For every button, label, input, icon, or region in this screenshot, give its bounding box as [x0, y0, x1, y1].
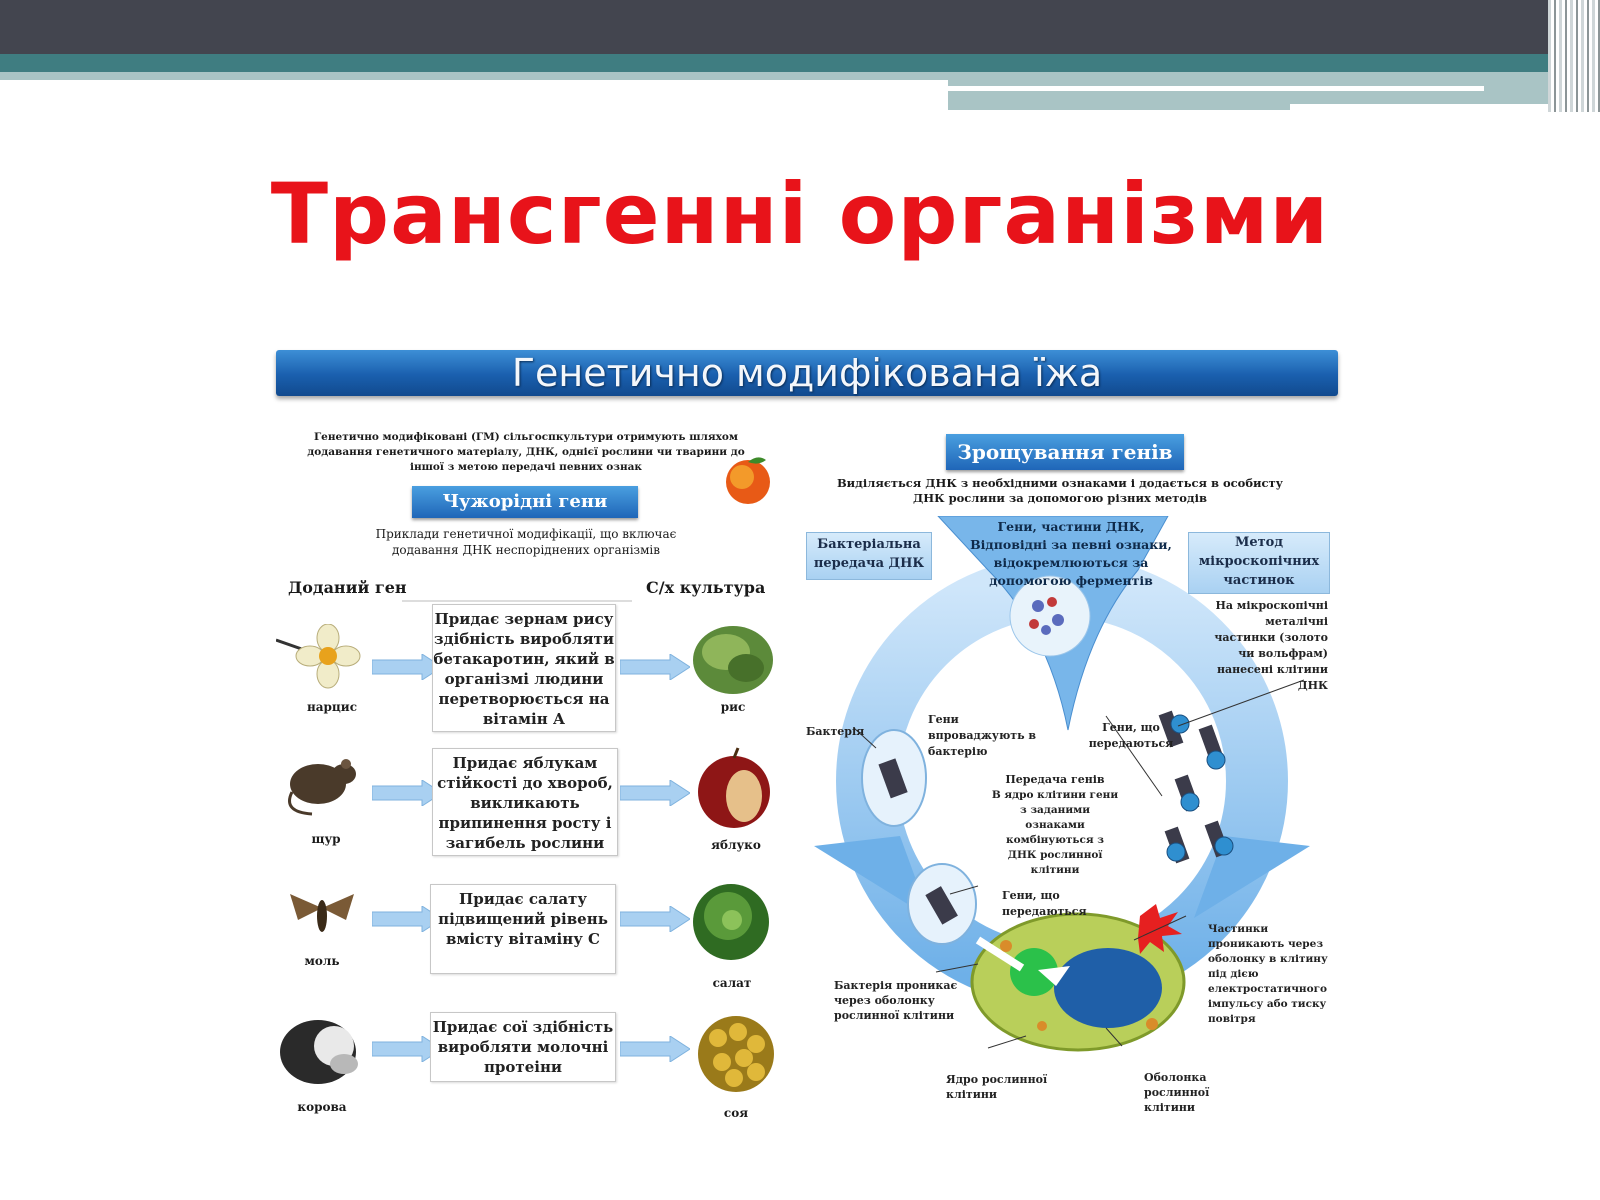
funnel-text: Гени, частини ДНК, Відповідні за певні ознаки, відокремлюються за допомогою ферментів [970, 519, 1172, 588]
gene-splicing-label: Зрощування генів [946, 434, 1184, 470]
shell-label: Оболонка рослинної клітини [1144, 1071, 1210, 1114]
foreign-genes-label: Чужорідні гени [412, 486, 638, 518]
crop-label: салат [712, 976, 752, 990]
col-crop: С/х культура [646, 578, 766, 597]
arrow-right-icon [620, 654, 690, 680]
crop-label: соя [723, 1106, 749, 1120]
arrow-right-icon [620, 1036, 690, 1062]
microparticle-note: На мікроскопічні металічні частинки (золото чи вольфрам) нанесені клітини ДНК [1214, 599, 1328, 692]
moth-icon [286, 888, 358, 944]
gene-transfer-center-text: В ядро клітини гени з заданими ознаками комбінуються з ДНК рослинної клітини [991, 789, 1119, 876]
particles-penetrate-label: Частинки проникають через оболонку в клітину під дією електростатичного імпульсу або тиску повітря [1208, 923, 1328, 1025]
rice-icon [690, 616, 776, 696]
arrow-right-icon [620, 780, 690, 806]
cow-icon [276, 1012, 368, 1092]
gene-transfer-center-title: Передача генів [1005, 773, 1105, 786]
source-label: корова [297, 1100, 347, 1114]
rat-icon [282, 752, 362, 818]
gene-description: Придає зернам рису здібність виробляти бетакаротин, який в організмі людини перетворюється на вітамін А [432, 604, 616, 732]
source-label: щур [311, 832, 341, 846]
arrow-right-icon [620, 906, 690, 932]
intro-text: Генетично модифіковані (ГМ) сільгоспкультури отримують шляхом додавання генетичного матеріалу, ДНК, однієї рослини чи тварини до іншої з метою передачі певних ознак [307, 431, 745, 473]
header-bar-dark [0, 0, 1600, 54]
banner-title: Генетично модифікована їжа [511, 351, 1103, 395]
peach-icon [722, 452, 778, 508]
col-added-gene: Доданий ген [288, 578, 407, 597]
nucleus-label: Ядро рослинної клітини [946, 1073, 1048, 1101]
header-bar-teal [0, 54, 1600, 72]
genes-transferred-label: Гени, що передаються [1088, 721, 1174, 750]
gene-description: Придає яблукам стійкості до хвороб, викликають припинення росту і загибель рослини [432, 748, 618, 856]
gene-splicing-subtitle: Виділяється ДНК з необхідними ознаками і додається в особисту ДНК рослини за допомогою різних методів [836, 476, 1284, 505]
slide-title: Трансгенні організми [270, 165, 1330, 263]
foreign-genes-subtitle: Приклади генетичної модифікації, що включає додавання ДНК неспоріднених організмів [375, 527, 677, 557]
apple-icon [692, 746, 776, 830]
source-label: нарцис [306, 700, 358, 714]
narcissus-icon [276, 624, 366, 690]
crop-label: яблуко [711, 838, 761, 852]
microparticle-method-box: Метод мікроскопічних частинок [1188, 532, 1330, 594]
header-line [948, 86, 1484, 91]
genes-transferred-label-2: Гени, що передаються [1002, 889, 1087, 918]
lettuce-icon [688, 876, 774, 966]
header-stripes [1548, 0, 1600, 112]
bacterial-transfer-box: Бактеріальна передача ДНК [806, 532, 932, 580]
source-label: моль [304, 954, 340, 968]
genes-into-bacteria: Гени впроваджують в бактерію [928, 713, 1037, 758]
header-bar-light [0, 72, 948, 80]
gene-description: Придає сої здібність виробляти молочні протеіни [430, 1012, 616, 1082]
soy-icon [694, 1010, 778, 1096]
bacteria-label: Бактерія [806, 725, 865, 738]
header-line-short [1290, 104, 1548, 112]
gene-description: Придає салату підвищений рівень вмісту вітаміну С [430, 884, 616, 974]
bacteria-penetrates-label: Бактерія проникає через оболонку рослинної клітини [834, 979, 958, 1022]
crop-label: рис [720, 700, 746, 714]
